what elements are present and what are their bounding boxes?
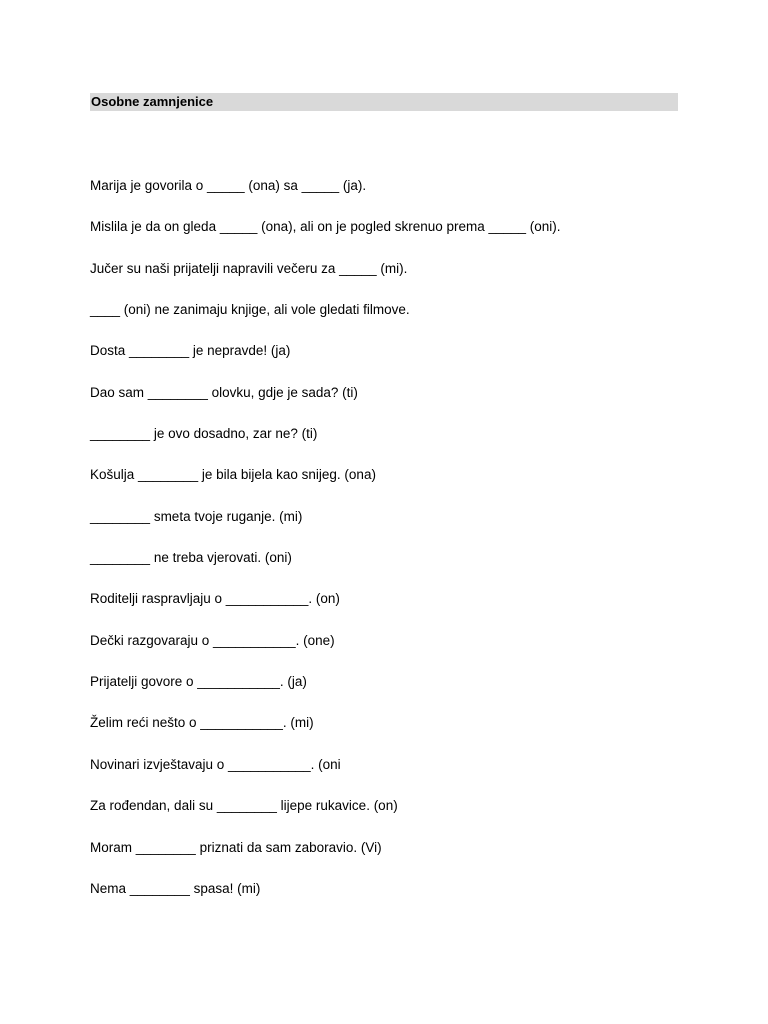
exercise-line: ________ je ovo dosadno, zar ne? (ti) xyxy=(90,426,318,442)
exercise-line: Dao sam ________ olovku, gdje je sada? (ti) xyxy=(90,384,358,400)
exercise-line: Moram ________ priznati da sam zaboravio. (Vi) xyxy=(90,839,382,855)
exercise-line: ____ (oni) ne zanimaju knjige, ali vole gledati filmove. xyxy=(90,302,410,318)
title-bar xyxy=(90,93,678,111)
exercise-line: Roditelji raspravljaju o ___________. (on) xyxy=(90,591,340,607)
exercise-line: Jučer su naši prijatelji napravili večeru za _____ (mi). xyxy=(90,260,408,276)
exercise-line: ________ ne treba vjerovati. (oni) xyxy=(90,550,292,566)
exercise-line: ________ smeta tvoje ruganje. (mi) xyxy=(90,508,303,524)
exercise-line: Nema ________ spasa! (mi) xyxy=(90,880,261,896)
document-title: Osobne zamnjenice xyxy=(91,94,214,109)
exercise-line: Košulja ________ je bila bijela kao snijeg. (ona) xyxy=(90,467,376,483)
exercise-list xyxy=(90,177,690,921)
exercise-line: Dečki razgovaraju o ___________. (one) xyxy=(90,632,335,648)
exercise-line: Želim reći nešto o ___________. (mi) xyxy=(90,715,314,731)
exercise-line: Dosta ________ je nepravde! (ja) xyxy=(90,343,291,359)
exercise-line: Prijatelji govore o ___________. (ja) xyxy=(90,674,307,690)
exercise-line: Mislila je da on gleda _____ (ona), ali on je pogled skrenuo prema _____ (oni). xyxy=(90,219,561,235)
exercise-line: Marija je govorila o _____ (ona) sa _____ (ja). xyxy=(90,178,367,193)
exercise-line: Za rođendan, dali su ________ lijepe rukavice. (on) xyxy=(90,798,398,814)
exercise-line: Novinari izvještavaju o ___________. (oni xyxy=(90,756,341,772)
